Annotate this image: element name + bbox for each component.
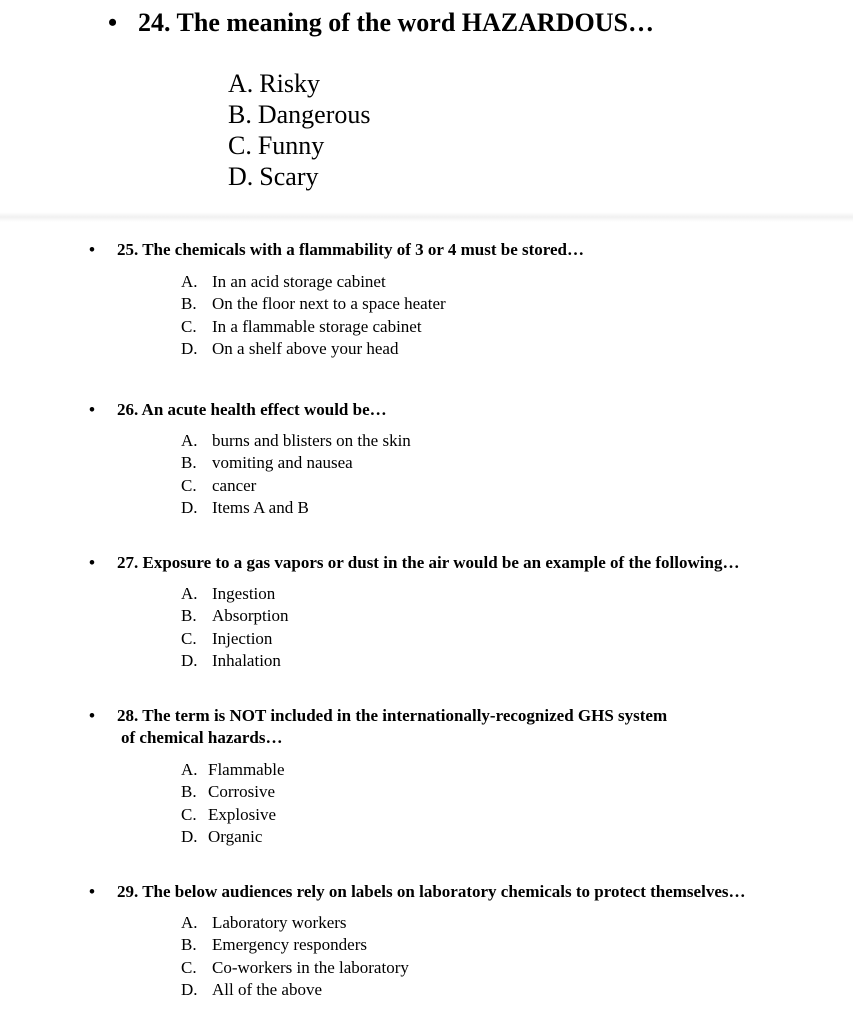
option-letter: A. — [181, 760, 198, 779]
option-text: Co-workers in the laboratory — [212, 957, 409, 977]
option-letter: C. — [181, 316, 197, 336]
question-text-continued: of chemical hazards… — [121, 728, 283, 747]
question-27 — [0, 552, 853, 670]
question-text: 25. The chemicals with a flammability of 3 or 4 must be stored… — [117, 240, 585, 259]
option-letter: A. — [181, 272, 198, 291]
option-letter: D. — [228, 162, 254, 191]
option-a — [181, 912, 409, 934]
option-text: Inhalation — [212, 650, 281, 670]
option-text: cancer — [212, 475, 257, 495]
option-text: Absorption — [212, 606, 289, 626]
option-d — [181, 497, 411, 519]
question-29 — [0, 881, 853, 999]
option-text: burns and blisters on the skin — [212, 431, 411, 450]
option-letter: C. — [228, 131, 252, 160]
bullet-icon: • — [89, 240, 95, 259]
option-c — [181, 475, 411, 497]
answer-options — [181, 912, 409, 1001]
option-text: Explosive — [208, 804, 276, 824]
answer-options — [228, 68, 370, 192]
option-c — [181, 804, 284, 826]
question-26 — [0, 399, 853, 517]
option-b — [181, 781, 284, 803]
bullet-icon: • — [89, 553, 95, 572]
option-letter: B. — [181, 935, 197, 955]
bullet-icon: • — [89, 706, 95, 725]
option-letter: B. — [181, 782, 197, 802]
option-text: Ingestion — [212, 584, 276, 603]
option-letter: C. — [181, 628, 197, 648]
option-a — [181, 583, 289, 605]
answer-options — [181, 430, 411, 519]
option-text: Scary — [259, 162, 319, 191]
option-text: Dangerous — [257, 100, 371, 129]
option-letter: D. — [181, 826, 198, 846]
option-letter: B. — [181, 294, 197, 314]
answer-options — [181, 583, 289, 672]
option-letter: D. — [181, 650, 198, 670]
question-text: 27. Exposure to a gas vapors or dust in the air would be an example of the following… — [117, 553, 740, 572]
option-d — [181, 650, 289, 672]
option-c — [181, 628, 289, 650]
page-gap-divider — [0, 212, 853, 222]
option-b — [181, 934, 409, 956]
option-letter: C. — [181, 475, 197, 495]
option-letter: D. — [181, 338, 198, 358]
option-b — [181, 605, 289, 627]
option-text: All of the above — [212, 979, 322, 999]
option-a — [228, 68, 370, 99]
bullet-icon: • — [89, 400, 95, 419]
option-d — [181, 826, 284, 848]
option-text: Risky — [259, 69, 320, 98]
option-text: Laboratory workers — [212, 913, 347, 932]
option-text: Funny — [257, 131, 325, 160]
bullet-icon: • — [108, 8, 118, 37]
option-text: In a flammable storage cabinet — [212, 316, 422, 336]
option-b — [181, 293, 446, 315]
question-28 — [0, 705, 853, 846]
option-text: In an acid storage cabinet — [212, 272, 386, 291]
option-letter: B. — [228, 100, 252, 129]
option-text: On a shelf above your head — [212, 338, 399, 358]
option-text: On the floor next to a space heater — [212, 294, 446, 314]
option-c — [228, 130, 370, 161]
option-d — [228, 161, 370, 192]
option-a — [181, 759, 284, 781]
option-letter: C. — [181, 804, 197, 824]
option-letter: A. — [181, 431, 198, 450]
option-a — [181, 271, 446, 293]
option-letter: B. — [181, 453, 197, 473]
option-text: Items A and B — [212, 497, 309, 517]
question-24 — [0, 6, 853, 191]
option-letter: A. — [181, 913, 198, 932]
option-letter: C. — [181, 957, 197, 977]
option-letter: A. — [181, 584, 198, 603]
answer-options — [181, 759, 284, 848]
option-c — [181, 957, 409, 979]
question-text: 28. The term is NOT included in the internationally-recognized GHS system — [117, 706, 668, 725]
option-text: vomiting and nausea — [212, 453, 353, 473]
question-text: 29. The below audiences rely on labels on laboratory chemicals to protect themselves… — [117, 882, 746, 901]
option-text: Emergency responders — [212, 935, 367, 955]
bullet-icon: • — [89, 882, 95, 901]
option-text: Injection — [212, 628, 273, 648]
question-text: 24. The meaning of the word HAZARDOUS… — [138, 8, 654, 37]
option-letter: A. — [228, 69, 254, 98]
question-text: 26. An acute health effect would be… — [117, 400, 387, 419]
option-d — [181, 338, 446, 360]
option-letter: D. — [181, 979, 198, 999]
question-25 — [0, 239, 853, 358]
option-letter: D. — [181, 497, 198, 517]
option-b — [181, 452, 411, 474]
option-c — [181, 316, 446, 338]
option-b — [228, 99, 370, 130]
option-text: Corrosive — [208, 782, 276, 802]
option-letter: B. — [181, 606, 197, 626]
option-text: Flammable — [208, 760, 285, 779]
option-a — [181, 430, 411, 452]
option-text: Organic — [208, 826, 263, 846]
option-d — [181, 979, 409, 1001]
answer-options — [181, 271, 446, 360]
